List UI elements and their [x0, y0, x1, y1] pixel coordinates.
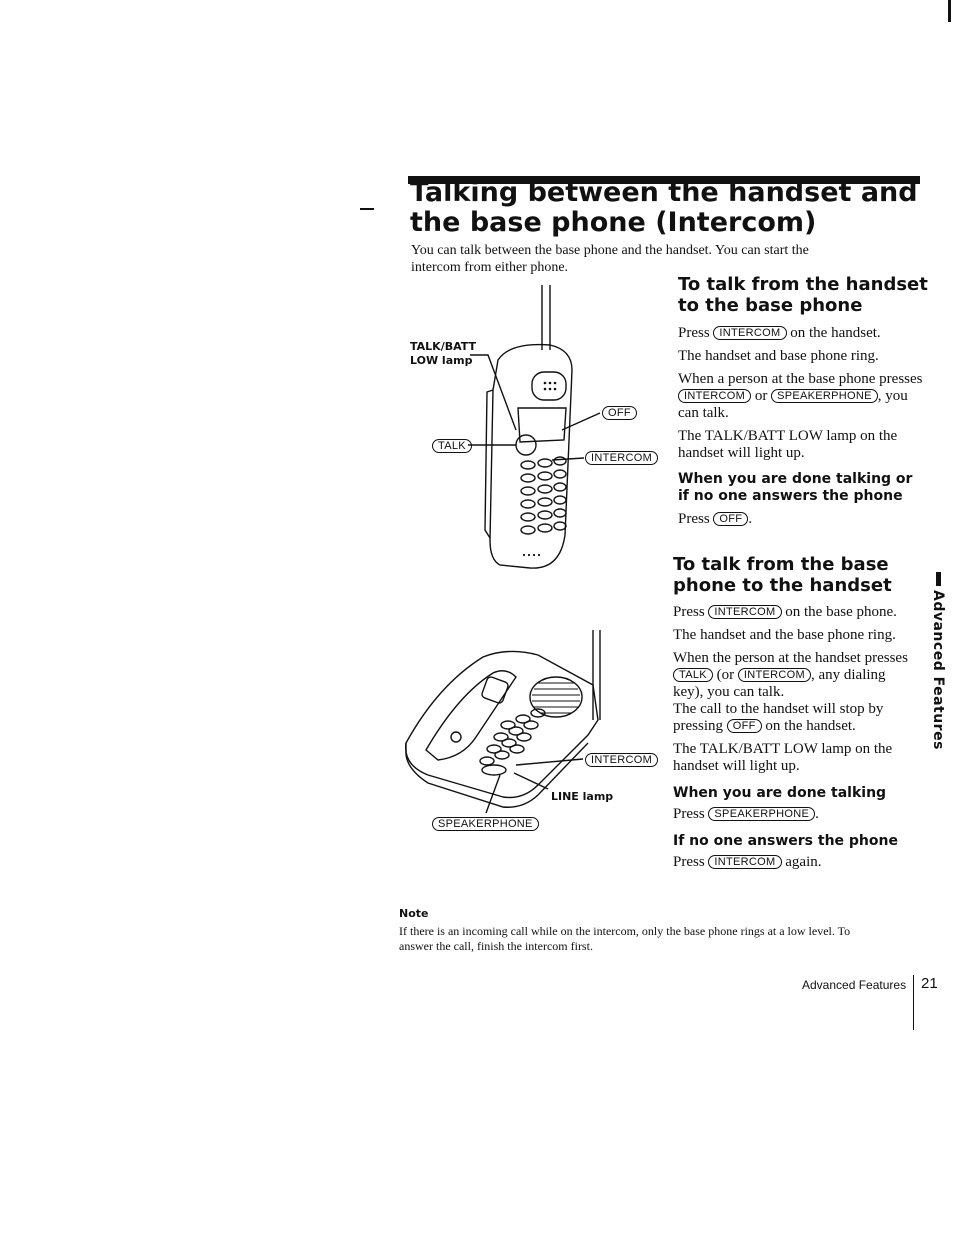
section2-ring: The handset and the base phone ring. — [673, 627, 896, 643]
section1-step2-post: , you can talk. — [678, 388, 908, 421]
intercom-key: INTERCOM — [678, 389, 751, 403]
section2-step1 — [673, 604, 918, 621]
speakerphone-key: SPEAKERPHONE — [771, 389, 878, 403]
handset-illustration — [400, 280, 660, 580]
section2-step4 — [673, 854, 918, 871]
intro-paragraph: You can talk between the base phone and the handset. You can start the intercom from either phone. — [411, 243, 809, 275]
edge-mark — [948, 0, 951, 22]
section2-step2-pre: When the person at the handset presses — [673, 650, 908, 666]
talk-batt-label-line2: LOW lamp — [410, 354, 473, 367]
note-heading: Note — [399, 907, 429, 920]
intercom-key: INTERCOM — [713, 326, 786, 340]
intercom-key: INTERCOM — [708, 855, 781, 869]
section2-step3 — [673, 806, 918, 823]
footer-divider — [913, 975, 914, 1030]
margin-arrow-mark — [360, 208, 374, 210]
section1-step1 — [678, 325, 928, 342]
section1-ring: The handset and base phone ring. — [678, 348, 879, 364]
section2-stop — [673, 701, 918, 735]
footer-section-name: Advanced Features — [802, 978, 907, 992]
speakerphone-key: SPEAKERPHONE — [708, 807, 815, 821]
speakerphone-key-label: SPEAKERPHONE — [432, 817, 539, 831]
talk-key: TALK — [673, 668, 713, 682]
section2-step3-post: . — [815, 806, 819, 822]
section2-step2-mid: (or — [716, 667, 735, 683]
intercom-key: INTERCOM — [708, 605, 781, 619]
section2-lamp: The TALK/BATT LOW lamp on the handset will light up. — [673, 741, 893, 774]
talk-batt-label-line1: TALK/BATT — [410, 340, 477, 353]
section2-stop-post: on the handset. — [765, 718, 856, 734]
section-handset-to-base — [678, 274, 928, 528]
intercom-key-label: INTERCOM — [585, 451, 658, 465]
section1-step1-pre: Press — [678, 325, 710, 341]
section1-lamp: The TALK/BATT LOW lamp on the handset will light up. — [678, 428, 898, 461]
base-intercom-key-label: INTERCOM — [585, 753, 658, 767]
side-tab-marker — [936, 572, 941, 586]
section1-heading: To talk from the handset to the base phone — [678, 274, 928, 316]
section2-step1-post: on the base phone. — [785, 604, 897, 620]
section1-subheading: When you are done talking or if no one answers the phone — [678, 471, 913, 504]
section-base-to-handset — [673, 554, 918, 871]
section1-step1-post: on the handset. — [790, 325, 881, 341]
section2-step4-pre: Press — [673, 854, 705, 870]
line-lamp-label: LINE lamp — [551, 790, 614, 803]
section1-step2-mid: or — [754, 388, 768, 404]
section2-step3-pre: Press — [673, 806, 705, 822]
talk-key-label: TALK — [432, 439, 472, 453]
off-key: OFF — [727, 719, 762, 733]
base-phone-illustration — [398, 625, 668, 825]
note-text: If there is an incoming call while on the intercom, only the base phone rings at a low level. To answer the call, finish the intercom first. — [399, 924, 851, 953]
page-title: Talking between the handset and the base phone (Intercom) — [410, 177, 918, 238]
side-tab-label: Advanced Features — [930, 590, 946, 750]
section2-subheading-no-answer: If no one answers the phone — [673, 833, 898, 849]
page-number: 21 — [921, 975, 938, 992]
section1-step3-pre: Press — [678, 511, 710, 527]
section1-step3-post: . — [748, 511, 753, 527]
off-key-label: OFF — [602, 406, 637, 420]
side-tab — [930, 590, 950, 750]
section1-step3 — [678, 511, 928, 528]
section2-step2 — [673, 650, 918, 701]
off-key: OFF — [713, 512, 748, 526]
section2-stop-pre: The call to the handset will stop by pressing — [673, 701, 884, 734]
intercom-key: INTERCOM — [738, 668, 811, 682]
section2-step2-post: , any dialing key), you can talk. — [673, 667, 886, 700]
section2-step1-pre: Press — [673, 604, 705, 620]
section2-subheading-done: When you are done talking — [673, 785, 887, 801]
talk-batt-low-lamp-label — [410, 340, 476, 368]
section2-heading: To talk from the base phone to the handset — [673, 554, 892, 596]
section1-step2-pre: When a person at the base phone presses — [678, 371, 923, 387]
section2-step4-post: again. — [785, 854, 822, 870]
section1-step2 — [678, 371, 928, 422]
